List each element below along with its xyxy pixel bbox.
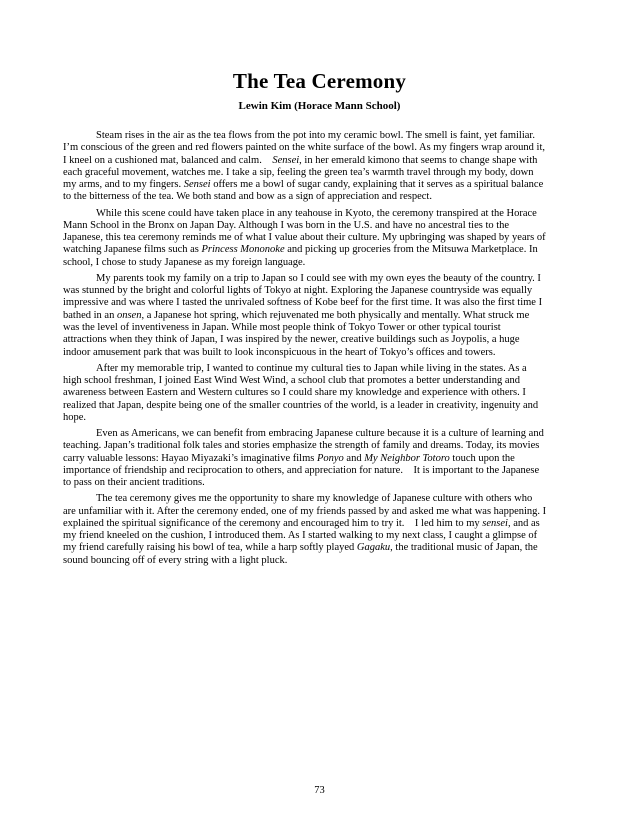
text-run: offers me a bowl of sugar candy, explaining that it serves as a spiritual balance to the bitterness of the tea. We both stand and bow as a sign of appreciation and respect. (63, 179, 546, 203)
text-run: , a Japanese hot spring, which rejuvenated me both physically and mentally. What struck me was the level of inventiveness in Japan. While most people think of Tokyo Tower or other typical tourist attractions when they think of Japan, I was inspired by the newer, creative buildings such as Joypolis, a huge indoor amusement park that was built to look inconspicuous in the heart of Tokyo’s offices and towers. (63, 309, 532, 358)
essay-body (63, 130, 547, 571)
italic-text-run: Sensei (183, 179, 211, 191)
text-run: and picking up groceries from the Mitsuwa Marketplace. In school, I chose to study Japanese as my foreign language. (63, 244, 541, 268)
italic-text-run: Ponyo (316, 452, 344, 464)
italic-text-run: Sensei (272, 154, 300, 166)
text-run: and as my friend kneeled on the cushion, I introduced them. As I started walking to my next class, I caught a glimpse of my friend carefully raising his bowl of tea, while a harp softly played (63, 517, 543, 554)
paragraph (63, 428, 547, 489)
text-run: Steam rises in the air as the tea flows from the pot into my ceramic bowl. The smell is faint, yet familiar. I’m conscious of the green and red flowers painted on the white surface of the bowl. As my fingers wrap around it, I kneel on a cushioned mat, balanced and calm. (63, 130, 548, 166)
italic-text-run: sensei, (482, 517, 511, 529)
text-run: and (343, 452, 365, 464)
paragraph (63, 273, 547, 359)
text-run: Even as Americans, we can benefit from embracing Japanese culture because it is a culture of learning and teaching. Japan’s traditional folk tales and stories emphasize the strength of family and dreams. Today, its movies carry valuable lessons: Hayao Miyazaki’s imaginative films (63, 428, 547, 464)
text-run: , the traditional music of Japan, the sound bouncing off of every string with a light pluck. (63, 542, 541, 566)
page-number: 73 (314, 785, 325, 796)
text-run: , in her emerald kimono that seems to change shape with each graceful movement, watches me. I take a sip, feeling the green tea’s warmth travel through my body, down my arms, and to my fingers. (63, 154, 541, 191)
paragraph (63, 363, 547, 424)
italic-text-run: onsen (116, 309, 142, 321)
text-run: touch upon the importance of friendship and reciprocation to others, and appreciation for nature. It is important to the Japanese to pass on their ancient traditions. (63, 452, 542, 489)
paragraph (63, 130, 547, 204)
essay-title: The Tea Ceremony (232, 69, 407, 93)
italic-text-run: My Neighbor Totoro (364, 452, 450, 464)
text-run: The tea ceremony gives me the opportunity to share my knowledge of Japanese culture with others who are unfamiliar with it. After the ceremony ended, one of my friends passed by and asked me what was happening. I explained the spiritual significance of the ceremony and encouraged him to try it. I led him to my (63, 493, 549, 529)
paragraph (63, 208, 547, 269)
italic-text-run: Princess Mononoke (201, 244, 285, 256)
text-run: While this scene could have taken place in any teahouse in Kyoto, the ceremony transpired at the Horace Mann School in the Bronx on Japan Day. Although I was born in the U.S. and have no ancestral ties to the Japanese, this tea ceremony reminds me of what I value about their culture. My upbringing was shaped by years of watching Japanese films such as (63, 207, 549, 256)
text-run: After my memorable trip, I wanted to continue my cultural ties to Japan while living in the states. As a high school freshman, I joined East Wind West Wind, a school club that promotes a better understanding and awareness between Eastern and Western cultures so I could share my knowledge and experience with others. I realized that Japan, despite being one of the smaller countries of the world, is a leader in creativity, ingenuity and hope. (63, 362, 541, 423)
italic-text-run: Gagaku (356, 542, 391, 554)
paragraph (63, 493, 547, 567)
essay-byline: Lewin Kim (Horace Mann School) (238, 100, 401, 112)
text-run: My parents took my family on a trip to Japan so I could see with my own eyes the beauty of the country. I was stunned by the bright and colorful lights of Tokyo at night. Exploring the Japanese countryside was equally impressive and was where I tasted the unrivaled softness of Kobe beef for the first time. It was also the first time I bathed in an (63, 272, 545, 321)
